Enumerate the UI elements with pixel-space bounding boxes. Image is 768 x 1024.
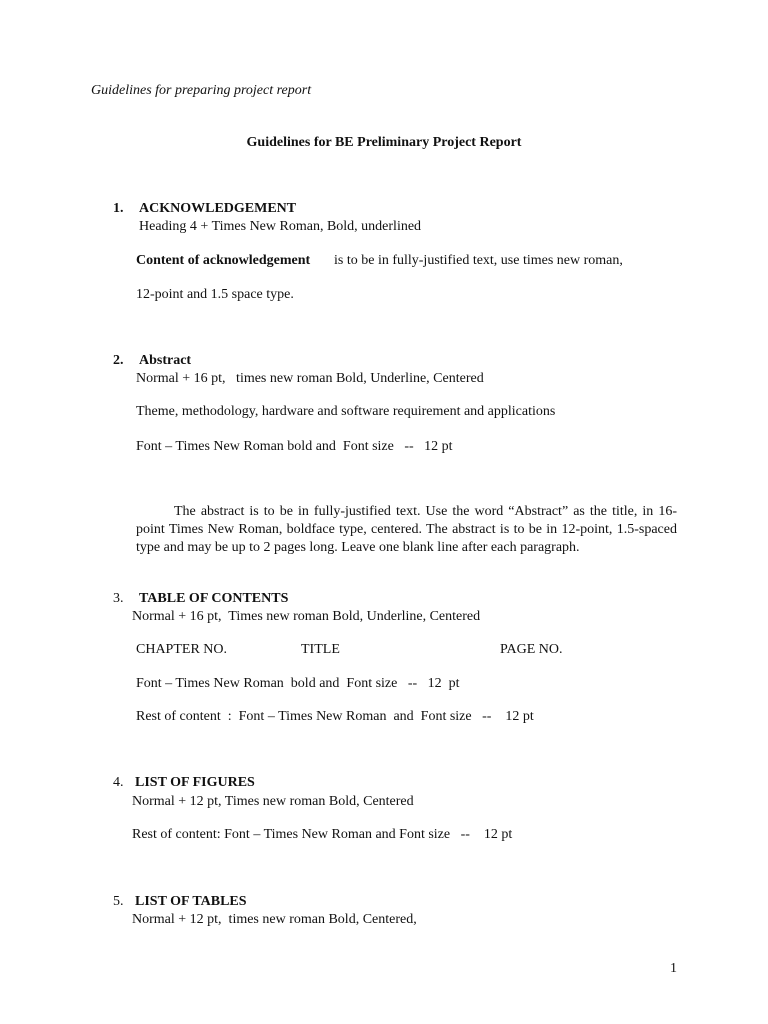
section-4-heading: LIST OF FIGURES [135, 775, 255, 790]
section-1-content-line2: 12-point and 1.5 space type. [136, 287, 294, 302]
document-header: Guidelines for preparing project report [91, 83, 312, 98]
section-2-font: Font – Times New Roman bold and Font size -- 12 pt [136, 439, 453, 454]
section-1-content-text: is to be in fully-justified text, use times new roman, [334, 253, 623, 268]
section-5-heading: LIST OF TABLES [135, 894, 247, 909]
page-title: Guidelines for BE Preliminary Project Report [246, 135, 522, 150]
section-1-heading: ACKNOWLEDGEMENT [139, 201, 297, 216]
section-2-number: 2. [113, 353, 124, 368]
section-3-style: Normal + 16 pt, Times new roman Bold, Underline, Centered [132, 609, 481, 624]
section-2-heading: Abstract [139, 353, 192, 368]
section-3-font: Font – Times New Roman bold and Font size -- 12 pt [136, 676, 460, 691]
section-1-number: 1. [113, 201, 124, 216]
section-4-number: 4. [113, 775, 124, 790]
toc-column-chapter: CHAPTER NO. [136, 642, 228, 657]
section-4-style: Normal + 12 pt, Times new roman Bold, Centered [132, 794, 414, 809]
section-2-theme: Theme, methodology, hardware and software requirement and applications [136, 404, 556, 419]
section-3-heading: TABLE OF CONTENTS [139, 591, 289, 606]
section-1-style: Heading 4 + Times New Roman, Bold, underlined [139, 219, 422, 234]
toc-column-page: PAGE NO. [500, 642, 563, 657]
section-4-rest: Rest of content: Font – Times New Roman and Font size -- 12 pt [132, 827, 513, 842]
section-5-style: Normal + 12 pt, times new roman Bold, Centered, [132, 912, 417, 927]
section-3-rest: Rest of content : Font – Times New Roman and Font size -- 12 pt [136, 709, 534, 724]
section-5-number: 5. [113, 894, 124, 909]
page-number: 1 [670, 961, 677, 976]
section-3-number: 3. [113, 591, 124, 606]
abstract-paragraph: The abstract is to be in fully-justified text. Use the word “Abstract” as the title, in 16-point Times New Roman, boldface type, centered. The abstract is to be in 12-point, 1.5-spaced type and may be up to 2 pages long. Leave one blank line after each paragraph. [136, 504, 677, 555]
toc-column-title: TITLE [301, 642, 340, 657]
section-1-content-label: Content of acknowledgement [136, 253, 311, 268]
section-2-style: Normal + 16 pt, times new roman Bold, Underline, Centered [136, 371, 484, 386]
